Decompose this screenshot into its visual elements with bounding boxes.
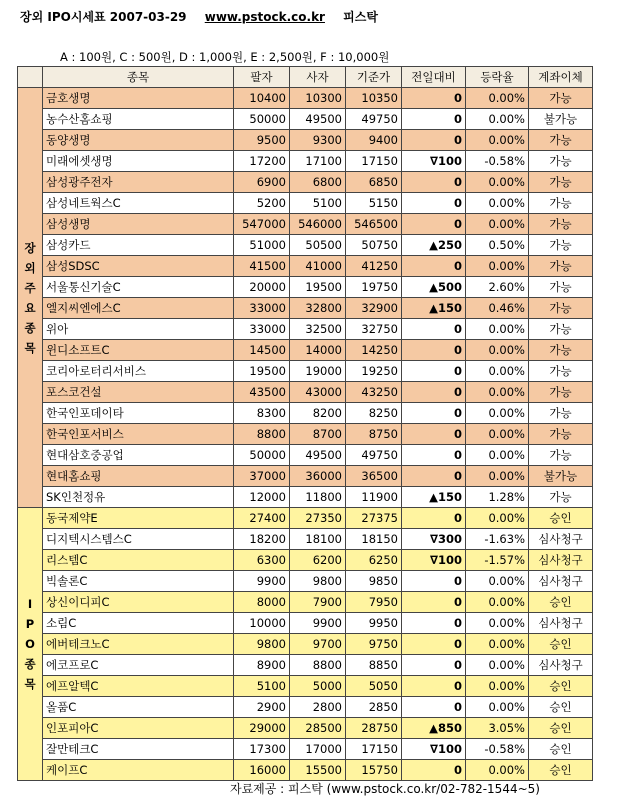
col-base-header: 기준가 xyxy=(346,67,402,88)
price-change: 0 xyxy=(402,109,466,130)
transfer-status: 가능 xyxy=(529,193,593,214)
stock-name: 에버테크노C xyxy=(43,634,234,655)
transfer-status: 승인 xyxy=(529,739,593,760)
stock-name: 현대홈쇼핑 xyxy=(43,466,234,487)
transfer-status: 가능 xyxy=(529,151,593,172)
buy-price: 19500 xyxy=(290,277,346,298)
change-rate: 0.00% xyxy=(466,109,529,130)
buy-price: 9900 xyxy=(290,613,346,634)
stock-name: 한국인포서비스 xyxy=(43,424,234,445)
stock-name: 삼성카드 xyxy=(43,235,234,256)
table-row xyxy=(18,214,593,235)
stock-name: 디지텍시스템스C xyxy=(43,529,234,550)
price-change: ▲150 xyxy=(402,487,466,508)
change-rate: 3.05% xyxy=(466,718,529,739)
base-price: 5050 xyxy=(346,676,402,697)
transfer-status: 승인 xyxy=(529,760,593,781)
table-row xyxy=(18,361,593,382)
transfer-status: 가능 xyxy=(529,277,593,298)
stock-name: 올품C xyxy=(43,697,234,718)
buy-price: 15500 xyxy=(290,760,346,781)
table-row xyxy=(18,193,593,214)
section-label-char: 요 xyxy=(24,300,36,315)
sell-price: 41500 xyxy=(234,256,290,277)
col-name-header: 종목 xyxy=(43,67,234,88)
change-rate: 0.00% xyxy=(466,382,529,403)
base-price: 8250 xyxy=(346,403,402,424)
base-price: 14250 xyxy=(346,340,402,361)
base-price: 17150 xyxy=(346,739,402,760)
price-change: 0 xyxy=(402,172,466,193)
price-change: ∇100 xyxy=(402,550,466,571)
transfer-status: 심사청구 xyxy=(529,571,593,592)
table-row xyxy=(18,151,593,172)
price-change: 0 xyxy=(402,571,466,592)
transfer-status: 가능 xyxy=(529,298,593,319)
change-rate: -1.63% xyxy=(466,529,529,550)
price-change: 0 xyxy=(402,214,466,235)
transfer-status: 가능 xyxy=(529,319,593,340)
price-change: 0 xyxy=(402,424,466,445)
stock-name: 한국인포데이타 xyxy=(43,403,234,424)
price-change: 0 xyxy=(402,466,466,487)
change-rate: 0.00% xyxy=(466,655,529,676)
table-row xyxy=(18,760,593,781)
sell-price: 14500 xyxy=(234,340,290,361)
table-row xyxy=(18,466,593,487)
buy-price: 17000 xyxy=(290,739,346,760)
buy-price: 43000 xyxy=(290,382,346,403)
stock-name: 에프알텍C xyxy=(43,676,234,697)
table-row xyxy=(18,298,593,319)
stock-name: 농수산홈쇼핑 xyxy=(43,109,234,130)
table-row xyxy=(18,340,593,361)
transfer-status: 승인 xyxy=(529,697,593,718)
buy-price: 36000 xyxy=(290,466,346,487)
section-label xyxy=(18,508,43,781)
col-transfer-header: 계좌이체 xyxy=(529,67,593,88)
transfer-status: 불가능 xyxy=(529,466,593,487)
change-rate: 0.00% xyxy=(466,361,529,382)
price-change: 0 xyxy=(402,340,466,361)
table-row xyxy=(18,277,593,298)
price-change: 0 xyxy=(402,256,466,277)
transfer-status: 불가능 xyxy=(529,109,593,130)
table-row xyxy=(18,256,593,277)
transfer-status: 가능 xyxy=(529,361,593,382)
stock-name: 서울통신기술C xyxy=(43,277,234,298)
transfer-status: 가능 xyxy=(529,424,593,445)
change-rate: 0.00% xyxy=(466,256,529,277)
sell-price: 6900 xyxy=(234,172,290,193)
transfer-status: 가능 xyxy=(529,487,593,508)
price-change: 0 xyxy=(402,319,466,340)
table-row xyxy=(18,130,593,151)
buy-price: 41000 xyxy=(290,256,346,277)
change-rate: 0.00% xyxy=(466,214,529,235)
price-change: ▲150 xyxy=(402,298,466,319)
price-change: 0 xyxy=(402,592,466,613)
col-change-header: 전일대비 xyxy=(402,67,466,88)
table-row xyxy=(18,487,593,508)
change-rate: -0.58% xyxy=(466,151,529,172)
stock-name: 코리아로터리서비스 xyxy=(43,361,234,382)
stock-name: SK인천정유 xyxy=(43,487,234,508)
transfer-status: 가능 xyxy=(529,340,593,361)
price-change: 0 xyxy=(402,676,466,697)
stock-name: 동양생명 xyxy=(43,130,234,151)
sell-price: 16000 xyxy=(234,760,290,781)
section-label-char: 장 xyxy=(24,240,36,255)
change-rate: 0.00% xyxy=(466,424,529,445)
base-price: 32750 xyxy=(346,319,402,340)
buy-price: 8700 xyxy=(290,424,346,445)
base-price: 19250 xyxy=(346,361,402,382)
corner-cell xyxy=(18,67,43,88)
base-price: 27375 xyxy=(346,508,402,529)
table-header-row xyxy=(18,67,593,88)
stock-name: 잘만테크C xyxy=(43,739,234,760)
base-price: 6850 xyxy=(346,172,402,193)
sell-price: 17200 xyxy=(234,151,290,172)
price-change: ▲250 xyxy=(402,235,466,256)
base-price: 41250 xyxy=(346,256,402,277)
base-price: 49750 xyxy=(346,109,402,130)
sell-price: 2900 xyxy=(234,697,290,718)
table-row xyxy=(18,592,593,613)
price-change: ▲850 xyxy=(402,718,466,739)
price-change: 0 xyxy=(402,361,466,382)
transfer-status: 심사청구 xyxy=(529,550,593,571)
base-price: 17150 xyxy=(346,151,402,172)
transfer-status: 가능 xyxy=(529,235,593,256)
stock-name: 리스템C xyxy=(43,550,234,571)
sell-price: 17300 xyxy=(234,739,290,760)
source-note: 자료제공 : 피스탁 (www.pstock.co.kr/02-782-1544~5) xyxy=(230,782,540,796)
base-price: 9850 xyxy=(346,571,402,592)
change-rate: 0.00% xyxy=(466,88,529,109)
stock-name: 현대삼호중공업 xyxy=(43,445,234,466)
sell-price: 29000 xyxy=(234,718,290,739)
stock-name: 에코프로C xyxy=(43,655,234,676)
sell-price: 12000 xyxy=(234,487,290,508)
sell-price: 8300 xyxy=(234,403,290,424)
sell-price: 547000 xyxy=(234,214,290,235)
transfer-status: 가능 xyxy=(529,382,593,403)
change-rate: 0.00% xyxy=(466,172,529,193)
table-row xyxy=(18,739,593,760)
price-change: 0 xyxy=(402,634,466,655)
change-rate: 0.00% xyxy=(466,613,529,634)
buy-price: 8800 xyxy=(290,655,346,676)
table-row xyxy=(18,613,593,634)
buy-price: 49500 xyxy=(290,109,346,130)
sell-price: 33000 xyxy=(234,298,290,319)
table-row xyxy=(18,655,593,676)
buy-price: 10300 xyxy=(290,88,346,109)
buy-price: 6800 xyxy=(290,172,346,193)
sell-price: 43500 xyxy=(234,382,290,403)
buy-price: 28500 xyxy=(290,718,346,739)
change-rate: 0.00% xyxy=(466,403,529,424)
table-row xyxy=(18,508,593,529)
sell-price: 8000 xyxy=(234,592,290,613)
stock-name: 위아 xyxy=(43,319,234,340)
price-change: 0 xyxy=(402,88,466,109)
price-change: ∇100 xyxy=(402,151,466,172)
transfer-status: 심사청구 xyxy=(529,529,593,550)
transfer-status: 가능 xyxy=(529,445,593,466)
transfer-status: 승인 xyxy=(529,718,593,739)
price-change: 0 xyxy=(402,445,466,466)
stock-name: 삼성SDSC xyxy=(43,256,234,277)
table-row xyxy=(18,424,593,445)
base-price: 11900 xyxy=(346,487,402,508)
table-row xyxy=(18,718,593,739)
table-row xyxy=(18,172,593,193)
table-row xyxy=(18,109,593,130)
section-label-char: 목 xyxy=(24,677,36,691)
change-rate: 0.00% xyxy=(466,130,529,151)
table-row xyxy=(18,319,593,340)
base-price: 9750 xyxy=(346,634,402,655)
table-row xyxy=(18,382,593,403)
change-rate: 0.00% xyxy=(466,193,529,214)
change-rate: 1.28% xyxy=(466,487,529,508)
price-change: 0 xyxy=(402,613,466,634)
price-change: 0 xyxy=(402,193,466,214)
buy-price: 32800 xyxy=(290,298,346,319)
site-link[interactable]: www.pstock.co.kr xyxy=(204,10,325,24)
buy-price: 50500 xyxy=(290,235,346,256)
base-price: 8850 xyxy=(346,655,402,676)
sell-price: 19500 xyxy=(234,361,290,382)
base-price: 32900 xyxy=(346,298,402,319)
base-price: 5150 xyxy=(346,193,402,214)
stock-name: 상신이디피C xyxy=(43,592,234,613)
buy-price: 5100 xyxy=(290,193,346,214)
change-rate: 0.00% xyxy=(466,760,529,781)
buy-price: 8200 xyxy=(290,403,346,424)
change-rate: 0.00% xyxy=(466,445,529,466)
buy-price: 19000 xyxy=(290,361,346,382)
base-price: 36500 xyxy=(346,466,402,487)
buy-price: 9800 xyxy=(290,571,346,592)
buy-price: 32500 xyxy=(290,319,346,340)
price-change: 0 xyxy=(402,697,466,718)
price-change: 0 xyxy=(402,508,466,529)
transfer-status: 가능 xyxy=(529,256,593,277)
section-label-char: P xyxy=(25,617,35,631)
sell-price: 10400 xyxy=(234,88,290,109)
change-rate: 0.00% xyxy=(466,676,529,697)
price-change: ∇100 xyxy=(402,739,466,760)
buy-price: 9300 xyxy=(290,130,346,151)
table-row xyxy=(18,88,593,109)
change-rate: -1.57% xyxy=(466,550,529,571)
stock-name: 삼성네트웍스C xyxy=(43,193,234,214)
stock-name: 동국제약E xyxy=(43,508,234,529)
sell-price: 18200 xyxy=(234,529,290,550)
stock-name: 삼성생명 xyxy=(43,214,234,235)
section-label-char: 외 xyxy=(24,260,36,275)
transfer-status: 가능 xyxy=(529,172,593,193)
change-rate: 0.46% xyxy=(466,298,529,319)
unit-legend: A : 100원, C : 500원, D : 1,000원, E : 2,500원, F : 10,000원 xyxy=(60,50,390,64)
col-buy-header: 사자 xyxy=(290,67,346,88)
buy-price: 18100 xyxy=(290,529,346,550)
base-price: 50750 xyxy=(346,235,402,256)
transfer-status: 승인 xyxy=(529,592,593,613)
table-row xyxy=(18,676,593,697)
change-rate: 0.00% xyxy=(466,697,529,718)
base-price: 43250 xyxy=(346,382,402,403)
price-change: 0 xyxy=(402,760,466,781)
section-label xyxy=(18,88,43,508)
sell-price: 20000 xyxy=(234,277,290,298)
stock-name: 금호생명 xyxy=(43,88,234,109)
sell-price: 33000 xyxy=(234,319,290,340)
col-rate-header: 등락율 xyxy=(466,67,529,88)
section-label-char: 목 xyxy=(24,340,36,355)
sell-price: 8900 xyxy=(234,655,290,676)
section-label-char: 주 xyxy=(24,280,36,295)
base-price: 18150 xyxy=(346,529,402,550)
change-rate: 0.00% xyxy=(466,571,529,592)
change-rate: 0.00% xyxy=(466,319,529,340)
section-label-char: 종 xyxy=(24,657,36,671)
price-change: ▲500 xyxy=(402,277,466,298)
change-rate: 0.00% xyxy=(466,340,529,361)
price-change: 0 xyxy=(402,130,466,151)
stock-name: 삼성광주전자 xyxy=(43,172,234,193)
base-price: 6250 xyxy=(346,550,402,571)
transfer-status: 승인 xyxy=(529,634,593,655)
table-row xyxy=(18,634,593,655)
section-label-char: I xyxy=(27,597,33,611)
sell-price: 5100 xyxy=(234,676,290,697)
sell-price: 5200 xyxy=(234,193,290,214)
stock-name: 인포피아C xyxy=(43,718,234,739)
transfer-status: 가능 xyxy=(529,130,593,151)
base-price: 7950 xyxy=(346,592,402,613)
stock-name: 엘지씨엔에스C xyxy=(43,298,234,319)
buy-price: 6200 xyxy=(290,550,346,571)
change-rate: 0.00% xyxy=(466,592,529,613)
base-price: 15750 xyxy=(346,760,402,781)
col-sell-header: 팔자 xyxy=(234,67,290,88)
buy-price: 27350 xyxy=(290,508,346,529)
transfer-status: 승인 xyxy=(529,508,593,529)
stock-name: 케이프C xyxy=(43,760,234,781)
transfer-status: 심사청구 xyxy=(529,613,593,634)
table-row xyxy=(18,235,593,256)
section-label-char: O xyxy=(25,637,35,651)
transfer-status: 가능 xyxy=(529,214,593,235)
base-price: 49750 xyxy=(346,445,402,466)
stock-name: 빅솔론C xyxy=(43,571,234,592)
sell-price: 9800 xyxy=(234,634,290,655)
table-row xyxy=(18,550,593,571)
change-rate: 0.50% xyxy=(466,235,529,256)
price-change: 0 xyxy=(402,382,466,403)
table-row xyxy=(18,403,593,424)
sell-price: 6300 xyxy=(234,550,290,571)
base-price: 28750 xyxy=(346,718,402,739)
sell-price: 8800 xyxy=(234,424,290,445)
change-rate: 0.00% xyxy=(466,466,529,487)
base-price: 2850 xyxy=(346,697,402,718)
price-change: ∇300 xyxy=(402,529,466,550)
stock-name: 소림C xyxy=(43,613,234,634)
base-price: 8750 xyxy=(346,424,402,445)
section-label-char: 종 xyxy=(24,320,36,335)
buy-price: 2800 xyxy=(290,697,346,718)
table-row xyxy=(18,697,593,718)
buy-price: 17100 xyxy=(290,151,346,172)
sell-price: 50000 xyxy=(234,109,290,130)
price-table xyxy=(17,66,593,781)
table-row xyxy=(18,571,593,592)
table-row xyxy=(18,529,593,550)
buy-price: 546000 xyxy=(290,214,346,235)
transfer-status: 심사청구 xyxy=(529,655,593,676)
change-rate: -0.58% xyxy=(466,739,529,760)
buy-price: 49500 xyxy=(290,445,346,466)
sell-price: 10000 xyxy=(234,613,290,634)
base-price: 9950 xyxy=(346,613,402,634)
sell-price: 9900 xyxy=(234,571,290,592)
page-header xyxy=(20,8,378,25)
sell-price: 37000 xyxy=(234,466,290,487)
sell-price: 27400 xyxy=(234,508,290,529)
sell-price: 50000 xyxy=(234,445,290,466)
sell-price: 51000 xyxy=(234,235,290,256)
base-price: 19750 xyxy=(346,277,402,298)
table-row xyxy=(18,445,593,466)
base-price: 10350 xyxy=(346,88,402,109)
stock-name: 윈디소프트C xyxy=(43,340,234,361)
sell-price: 9500 xyxy=(234,130,290,151)
brand-name: 피스탁 xyxy=(343,10,378,24)
base-price: 9400 xyxy=(346,130,402,151)
transfer-status: 가능 xyxy=(529,403,593,424)
buy-price: 9700 xyxy=(290,634,346,655)
transfer-status: 가능 xyxy=(529,88,593,109)
buy-price: 7900 xyxy=(290,592,346,613)
transfer-status: 승인 xyxy=(529,676,593,697)
buy-price: 11800 xyxy=(290,487,346,508)
change-rate: 0.00% xyxy=(466,508,529,529)
buy-price: 14000 xyxy=(290,340,346,361)
stock-name: 포스코건설 xyxy=(43,382,234,403)
buy-price: 5000 xyxy=(290,676,346,697)
price-change: 0 xyxy=(402,403,466,424)
change-rate: 0.00% xyxy=(466,634,529,655)
page-title: 장외 IPO시세표 2007-03-29 xyxy=(20,10,187,24)
base-price: 546500 xyxy=(346,214,402,235)
change-rate: 2.60% xyxy=(466,277,529,298)
price-change: 0 xyxy=(402,655,466,676)
stock-name: 미래에셋생명 xyxy=(43,151,234,172)
